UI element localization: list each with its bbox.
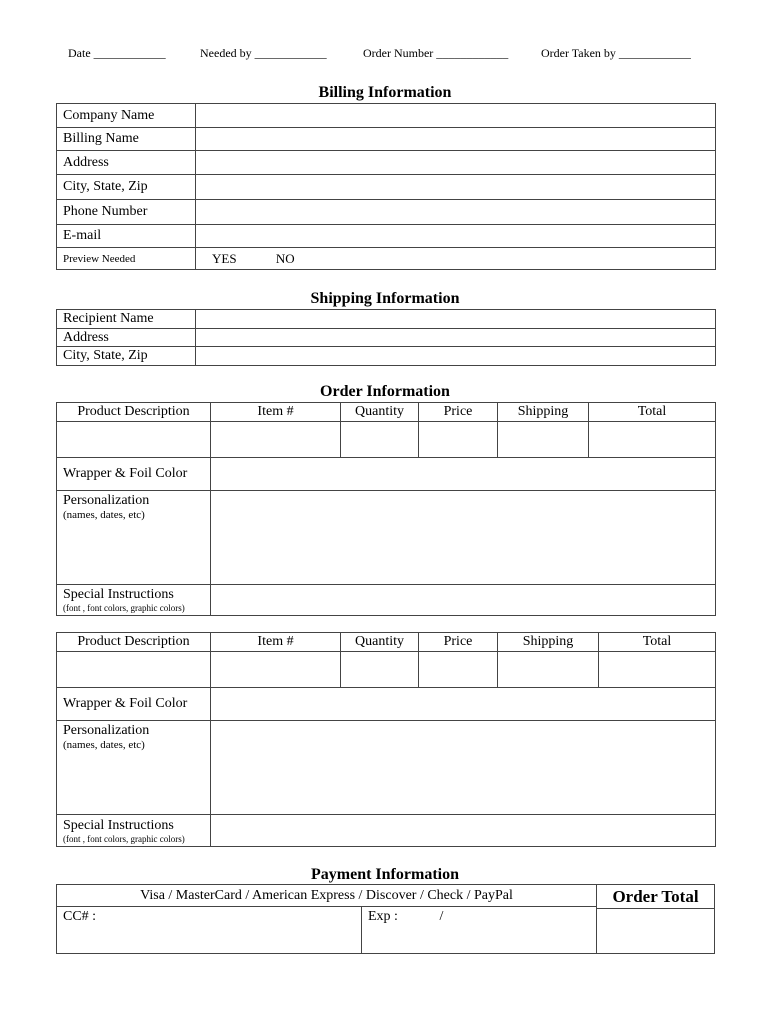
billing-address-input[interactable] <box>196 151 716 175</box>
billing-label: Address <box>57 151 196 175</box>
preview-options <box>196 248 716 270</box>
col-price: Price <box>419 403 498 422</box>
wrapper-label: Wrapper & Foil Color <box>57 688 211 721</box>
col-total: Total <box>599 633 716 652</box>
preview-label: Preview Needed <box>57 248 196 270</box>
shipping-label: Recipient Name <box>57 310 196 329</box>
recipient-name-input[interactable] <box>196 310 716 329</box>
product-description-input[interactable] <box>57 422 211 458</box>
company-name-input[interactable] <box>196 104 716 128</box>
total-input[interactable] <box>589 422 716 458</box>
billing-label: Company Name <box>57 104 196 128</box>
col-product-description: Product Description <box>57 633 211 652</box>
billing-label: City, State, Zip <box>57 175 196 200</box>
item-input[interactable] <box>211 422 341 458</box>
col-shipping: Shipping <box>498 403 589 422</box>
wrapper-input[interactable] <box>211 688 716 721</box>
quantity-input[interactable] <box>341 422 419 458</box>
shipping-label: City, State, Zip <box>57 347 196 366</box>
personalization-label: Personalization <box>63 493 150 508</box>
special-cell <box>57 585 211 616</box>
order-total-input[interactable] <box>597 909 715 954</box>
quantity-input[interactable] <box>341 652 419 688</box>
product-description-input[interactable] <box>57 652 211 688</box>
payment-title: Payment Information <box>311 866 459 883</box>
billing-city-input[interactable] <box>196 175 716 200</box>
order-taken-by-field[interactable]: Order Taken by ____________ <box>541 46 691 60</box>
order-table-2 <box>56 632 716 847</box>
billing-table <box>56 103 716 270</box>
date-field[interactable]: Date ____________ <box>68 46 166 60</box>
special-input[interactable] <box>211 815 716 847</box>
special-note: (font , font colors, graphic colors) <box>63 833 185 844</box>
special-cell <box>57 815 211 847</box>
shipping-table <box>56 309 716 366</box>
billing-title: Billing Information <box>318 84 452 101</box>
shipping-label: Address <box>57 329 196 347</box>
col-quantity: Quantity <box>341 633 419 652</box>
billing-label: Phone Number <box>57 200 196 225</box>
special-note: (font , font colors, graphic colors) <box>63 603 185 613</box>
total-input[interactable] <box>599 652 716 688</box>
needed-by-field[interactable]: Needed by ____________ <box>200 46 327 60</box>
price-input[interactable] <box>419 652 498 688</box>
billing-label: E-mail <box>57 225 196 248</box>
payment-methods: Visa / MasterCard / American Express / Discover / Check / PayPal <box>57 885 597 907</box>
personalization-note: (names, dates, etc) <box>63 509 145 521</box>
order-number-field[interactable]: Order Number ____________ <box>363 46 509 60</box>
shipping-input[interactable] <box>498 652 599 688</box>
personalization-cell <box>57 721 211 815</box>
col-shipping: Shipping <box>498 633 599 652</box>
col-quantity: Quantity <box>341 403 419 422</box>
header-row <box>0 46 770 62</box>
col-item: Item # <box>211 403 341 422</box>
col-total: Total <box>589 403 716 422</box>
col-item: Item # <box>211 633 341 652</box>
wrapper-input[interactable] <box>211 458 716 491</box>
shipping-title: Shipping Information <box>310 290 460 307</box>
col-product-description: Product Description <box>57 403 211 422</box>
special-label: Special Instructions <box>63 587 174 602</box>
cc-field[interactable] <box>57 907 362 954</box>
yes-option[interactable]: YES <box>212 250 237 266</box>
col-price: Price <box>419 633 498 652</box>
price-input[interactable] <box>419 422 498 458</box>
item-input[interactable] <box>211 652 341 688</box>
shipping-address-input[interactable] <box>196 329 716 347</box>
personalization-input[interactable] <box>211 491 716 585</box>
personalization-input[interactable] <box>211 721 716 815</box>
no-option[interactable]: NO <box>275 250 295 266</box>
shipping-city-input[interactable] <box>196 347 716 366</box>
personalization-label: Personalization <box>63 723 150 738</box>
order-table-1 <box>56 402 716 616</box>
order-title: Order Information <box>320 383 450 400</box>
personalization-cell <box>57 491 211 585</box>
email-input[interactable] <box>196 225 716 248</box>
exp-label: Exp : <box>368 909 398 924</box>
wrapper-label: Wrapper & Foil Color <box>57 458 211 491</box>
exp-separator: / <box>439 909 444 924</box>
shipping-input[interactable] <box>498 422 589 458</box>
billing-label: Billing Name <box>57 128 196 151</box>
personalization-note: (names, dates, etc) <box>63 739 145 751</box>
order-total-table <box>596 884 715 954</box>
phone-input[interactable] <box>196 200 716 225</box>
special-input[interactable] <box>211 585 716 616</box>
billing-name-input[interactable] <box>196 128 716 151</box>
exp-field[interactable] <box>362 907 597 954</box>
special-label: Special Instructions <box>63 817 174 833</box>
payment-table <box>56 884 597 954</box>
cc-label: CC# : <box>63 909 97 924</box>
order-total-label: Order Total <box>597 885 715 909</box>
